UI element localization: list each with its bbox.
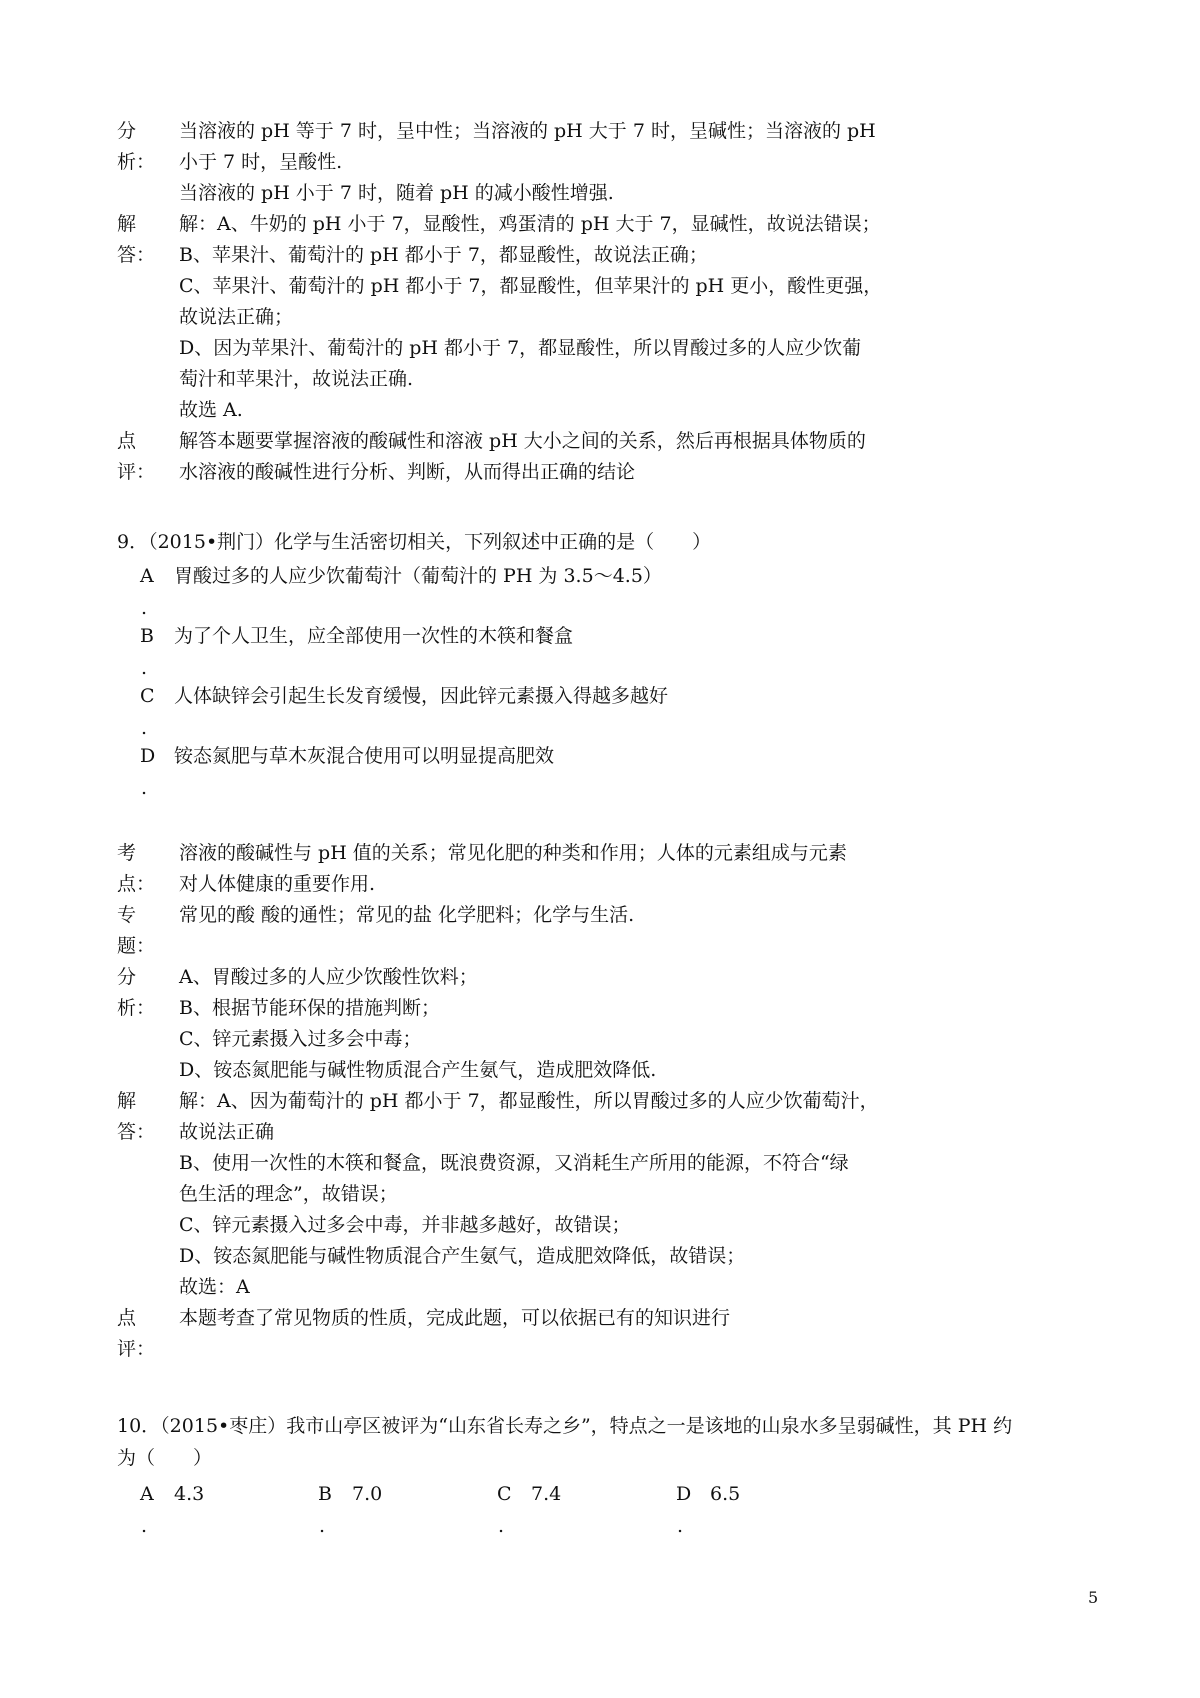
analysis-row (117, 1272, 957, 1303)
row-text: 小于 7 时，呈酸性. (179, 151, 343, 173)
analysis-row (117, 1241, 957, 1272)
row-label (117, 302, 179, 333)
row-text: 对人体健康的重要作用. (179, 873, 376, 895)
row-label: 答： (117, 244, 156, 266)
option-letter: A (140, 565, 154, 587)
row-text (179, 931, 957, 962)
option-text: 为了个人卫生，应全部使用一次性的木筷和餐盒 (174, 625, 574, 647)
option-dot: . (141, 717, 148, 739)
row-text: 解：A、牛奶的 pH 小于 7，显酸性，鸡蛋清的 pH 大于 7，显碱性，故说法错误； (179, 213, 881, 235)
row-text: 故选：A (179, 1276, 250, 1298)
q9-option-a (140, 560, 662, 592)
row-label (117, 271, 179, 302)
row-text: 常见的酸 酸的通性；常见的盐 化学肥料；化学与生活. (179, 904, 635, 926)
q9-option-c (140, 680, 668, 712)
q10-title-line2: 为（ ） (117, 1447, 213, 1469)
row-label (117, 1024, 179, 1055)
row-text: 当溶液的 pH 小于 7 时，随着 pH 的减小酸性增强. (179, 182, 614, 204)
row-label (117, 1241, 179, 1272)
analysis-row (117, 1303, 957, 1334)
q10-option-a (140, 1478, 204, 1510)
analysis-row (117, 116, 957, 147)
row-text: C、苹果汁、葡萄汁的 pH 都小于 7，都显酸性，但苹果汁的 pH 更小，酸性更强， (179, 275, 883, 297)
option-letter: A (140, 1483, 154, 1505)
option-dot: . (141, 597, 148, 619)
option-text: 6.5 (710, 1483, 741, 1505)
row-label (117, 178, 179, 209)
row-label: 评： (117, 461, 156, 483)
analysis-row (117, 1086, 957, 1117)
q10-option-c (497, 1478, 561, 1510)
q10-option-d (676, 1478, 740, 1510)
row-text: 故说法正确 (179, 1121, 275, 1143)
option-dot: . (498, 1515, 505, 1537)
row-text: D、因为苹果汁、葡萄汁的 pH 都小于 7，都显酸性，所以胃酸过多的人应少饮葡 (179, 337, 862, 359)
row-text: D、铵态氮肥能与碱性物质混合产生氨气，造成肥效降低，故错误； (179, 1245, 746, 1267)
row-label (117, 1272, 179, 1303)
option-letter: D (140, 745, 156, 767)
row-text: 本题考查了常见物质的性质，完成此题，可以依据已有的知识进行 (179, 1307, 731, 1329)
q9-option-b (140, 620, 573, 652)
page-number: 5 (1088, 1588, 1099, 1607)
row-label: 点： (117, 873, 156, 895)
row-text: B、根据节能环保的措施判断； (179, 997, 440, 1019)
option-text: 胃酸过多的人应少饮葡萄汁（葡萄汁的 PH 为 3.5～4.5） (174, 565, 662, 587)
option-letter: B (140, 625, 154, 647)
row-text: C、锌元素摄入过多会中毒，并非越多越好，故错误； (179, 1214, 631, 1236)
analysis-row (117, 457, 957, 488)
row-label: 评： (117, 1338, 156, 1360)
row-label: 析： (117, 151, 156, 173)
q8-analysis-block (117, 116, 957, 488)
row-text: A、胃酸过多的人应少饮酸性饮料； (179, 966, 478, 988)
analysis-row (117, 209, 957, 240)
analysis-row (117, 931, 957, 962)
analysis-row (117, 1148, 957, 1179)
option-dot: . (677, 1515, 684, 1537)
q10-option-b (318, 1478, 382, 1510)
row-text: 解：A、因为葡萄汁的 pH 都小于 7，都显酸性，所以胃酸过多的人应少饮葡萄汁， (179, 1090, 879, 1112)
analysis-row (117, 426, 957, 457)
row-text: 萄汁和苹果汁，故说法正确. (179, 368, 414, 390)
analysis-row (117, 838, 957, 869)
analysis-row (117, 271, 957, 302)
analysis-row (117, 962, 957, 993)
analysis-row (117, 178, 957, 209)
option-text: 铵态氮肥与草木灰混合使用可以明显提高肥效 (174, 745, 555, 767)
analysis-row (117, 900, 957, 931)
analysis-row (117, 364, 957, 395)
row-text: D、铵态氮肥能与碱性物质混合产生氨气，造成肥效降低. (179, 1059, 657, 1081)
analysis-row (117, 993, 957, 1024)
analysis-row (117, 395, 957, 426)
row-text: 故选 A. (179, 399, 243, 421)
q9-option-d (140, 740, 554, 772)
analysis-row (117, 333, 957, 364)
q10-title-line1: 10．（2015•枣庄）我市山亭区被评为“山东省长寿之乡”，特点之一是该地的山泉水多呈弱碱性，其 PH 约 (117, 1415, 1013, 1437)
row-label: 点 (117, 1307, 137, 1329)
row-label: 解 (117, 213, 137, 235)
row-label (117, 364, 179, 395)
option-letter: D (676, 1483, 692, 1505)
row-text: B、使用一次性的木筷和餐盒，既浪费资源，又消耗生产所用的能源，不符合“绿 (179, 1152, 849, 1174)
analysis-row (117, 1117, 957, 1148)
option-text: 7.0 (352, 1483, 383, 1505)
row-text: 解答本题要掌握溶液的酸碱性和溶液 pH 大小之间的关系，然后再根据具体物质的 (179, 430, 866, 452)
option-text: 7.4 (531, 1483, 562, 1505)
option-text: 人体缺锌会引起生长发育缓慢，因此锌元素摄入得越多越好 (174, 685, 669, 707)
q9-title: 9．（2015•荆门）化学与生活密切相关，下列叙述中正确的是（ ） (117, 531, 712, 553)
row-text: 溶液的酸碱性与 pH 值的关系；常见化肥的种类和作用；人体的元素组成与元素 (179, 842, 847, 864)
option-dot: . (141, 1515, 148, 1537)
analysis-row (117, 240, 957, 271)
analysis-row (117, 1334, 957, 1365)
row-text: 故说法正确； (179, 306, 294, 328)
row-text (179, 1334, 957, 1365)
option-dot: . (319, 1515, 326, 1537)
option-dot: . (141, 657, 148, 679)
option-letter: C (497, 1483, 512, 1505)
row-label: 考 (117, 842, 137, 864)
row-label: 题： (117, 935, 156, 957)
option-letter: C (140, 685, 155, 707)
analysis-row (117, 147, 957, 178)
option-text: 4.3 (174, 1483, 205, 1505)
analysis-row (117, 1055, 957, 1086)
row-label: 点 (117, 430, 137, 452)
row-text: 当溶液的 pH 等于 7 时，呈中性；当溶液的 pH 大于 7 时，呈碱性；当溶液的 pH (179, 120, 876, 142)
row-text: C、锌元素摄入过多会中毒； (179, 1028, 422, 1050)
analysis-row (117, 302, 957, 333)
analysis-row (117, 1024, 957, 1055)
row-label (117, 395, 179, 426)
analysis-row (117, 1179, 957, 1210)
row-label (117, 1148, 179, 1179)
q9-analysis-block (117, 838, 957, 1365)
row-label: 答： (117, 1121, 156, 1143)
option-letter: B (318, 1483, 332, 1505)
row-label: 析： (117, 997, 156, 1019)
row-label: 专 (117, 904, 137, 926)
row-label (117, 1179, 179, 1210)
option-dot: . (141, 777, 148, 799)
row-label: 分 (117, 120, 137, 142)
analysis-row (117, 1210, 957, 1241)
row-label (117, 1210, 179, 1241)
analysis-row (117, 869, 957, 900)
row-text: 色生活的理念”，故错误； (179, 1183, 398, 1205)
row-label: 解 (117, 1090, 137, 1112)
row-text: B、苹果汁、葡萄汁的 pH 都小于 7，都显酸性，故说法正确； (179, 244, 708, 266)
row-label (117, 1055, 179, 1086)
row-label: 分 (117, 966, 137, 988)
row-text: 水溶液的酸碱性进行分析、判断，从而得出正确的结论 (179, 461, 636, 483)
row-label (117, 333, 179, 364)
